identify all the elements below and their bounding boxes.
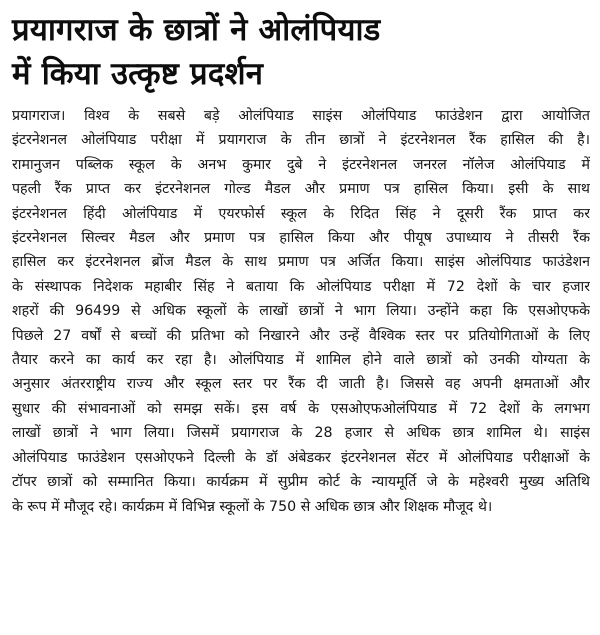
- body-line: प्रयागराज। विश्व के सबसे बड़े ओलंपियाड साइंस ओलंपियाड फाउंडेशन द्वारा आयोजित: [12, 108, 590, 124]
- body-line: के संस्थापक निदेशक महाबीर सिंह ने बताया कि ओलंपियाड परीक्षा में 72 देशों के चार हजार: [12, 278, 590, 295]
- article-body: [12, 104, 590, 519]
- body-line: तैयार करने का कार्य कर रहा है। ओलंपियाड में शामिल होने वाले छात्रों को उनकी योग्यता के: [12, 352, 590, 369]
- body-line: अनुसार अंतरराष्ट्रीय राज्य और स्कूल स्तर पर रैंक दी जाती है। जिससे वह अपनी क्षमताओं और: [12, 376, 590, 393]
- body-line: सुधार की संभावनाओं को समझ सकें। इस वर्ष के एसओएफओलंपियाड में 72 देशों के लगभग: [12, 400, 590, 417]
- body-line: रामानुजन पब्लिक स्कूल के अनभ कुमार दुबे ने इंटरनेशनल जनरल नॉलेज ओलंपियाड में: [12, 156, 590, 173]
- body-line: के रूप में मौजूद रहे। कार्यक्रम में विभिन्न स्कूलों के 750 से अधिक छात्र और शिक्षक मौजूद थे।: [12, 498, 493, 515]
- article-headline: [12, 8, 590, 96]
- body-line: पहली रैंक प्राप्त कर इंटरनेशनल गोल्ड मैडल और प्रमाण पत्र हासिल किया। इसी के साथ: [12, 181, 590, 198]
- headline-line-2: में किया उत्कृष्ट प्रदर्शन: [12, 56, 264, 92]
- headline-line-1: प्रयागराज के छात्रों ने ओलंपियाड: [12, 12, 381, 48]
- body-line: इंटरनेशनल हिंदी ओलंपियाड में एयरफोर्स स्कूल के रिदित सिंह ने दूसरी रैंक प्राप्त कर: [12, 205, 590, 222]
- body-line: लाखों छात्रों ने भाग लिया। जिसमें प्रयागराज के 28 हजार से अधिक छात्र शामिल थे। साइंस: [12, 425, 590, 442]
- body-line: इंटरनेशनल सिल्वर मैडल और प्रमाण पत्र हासिल किया और पीयूष उपाध्याय ने तीसरी रैंक: [12, 230, 590, 247]
- body-line: पिछले 27 वर्षों से बच्चों की प्रतिभा को निखारने और उन्हें वैश्विक स्तर पर प्रतियोगिताओं के लिए: [12, 327, 590, 344]
- body-line: शहरों की 96499 से अधिक स्कूलों के लाखों छात्रों ने भाग लिया। उन्होंने कहा कि एसओएफके: [12, 303, 590, 320]
- body-line: इंटरनेशनल ओलंपियाड परीक्षा में प्रयागराज के तीन छात्रों ने इंटरनेशनल रैंक हासिल की है।: [12, 132, 590, 149]
- body-line: ओलंपियाड फाउंडेशन एसओएफने दिल्ली के डॉ अंबेडकर इंटरनेशनल सेंटर में ओलंपियाड परीक्षाओं के: [12, 449, 590, 466]
- body-line: टॉपर छात्रों को सम्मानित किया। कार्यक्रम में सुप्रीम कोर्ट के न्यायमूर्ति जे के महेश्वरी मुख्य अतिथि: [12, 474, 590, 491]
- body-line: हासिल कर इंटरनेशनल ब्रोंज मैडल के साथ प्रमाण पत्र अर्जित किया। साइंस ओलंपियाड फाउंडेशन: [12, 254, 590, 271]
